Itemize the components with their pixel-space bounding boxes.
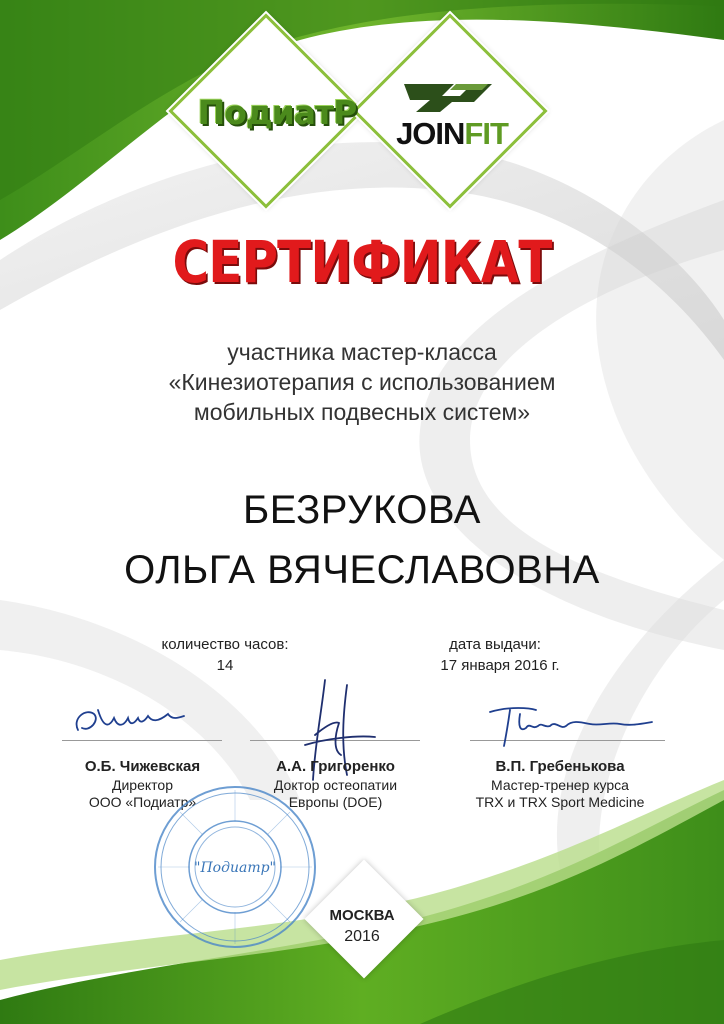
joinfit-join-text: JOIN: [396, 116, 465, 151]
signer-position-line-1: Директор: [112, 777, 173, 793]
signature-grebenkova: [480, 700, 660, 750]
signature-chizhevskaya: [68, 700, 188, 745]
subtitle-line-1: участника мастер-класса: [227, 339, 497, 365]
joinfit-logo: [382, 78, 522, 158]
issue-date-label: дата выдачи:: [449, 636, 541, 653]
recipient-name: [0, 480, 724, 600]
hours-value: 14: [216, 657, 234, 674]
certificate-subtitle: [0, 337, 724, 427]
issue-date-value: 17 января 2016 г.: [440, 657, 560, 674]
signer-grebenkova: [460, 758, 660, 811]
signer-position-line-1: Доктор остеопатии: [273, 777, 398, 793]
joinfit-fit-text: FIT: [464, 116, 508, 151]
hours-label: количество часов:: [161, 636, 289, 653]
footer-year: 2016: [344, 928, 380, 945]
signer-position-line-2: TRX и TRX Sport Medicine: [475, 794, 645, 810]
certificate-title: СЕРТИФИКАТ: [172, 228, 552, 296]
signer-position-line-2: Европы (DOE): [288, 794, 383, 810]
joinfit-wordmark: [382, 116, 522, 152]
recipient-last-name: БЕЗРУКОВА: [243, 488, 481, 532]
recipient-first-middle-name: ОЛЬГА ВЯЧЕСЛАВОВНА: [124, 548, 600, 592]
signer-name: А.А. Григоренко: [276, 758, 395, 775]
joinfit-mark-icon: [396, 78, 496, 114]
signer-position-line-1: Мастер-тренер курса: [491, 777, 629, 793]
signer-position-line-2: ООО «Подиатр»: [88, 794, 197, 810]
city-year-block: [300, 905, 424, 947]
signer-name: О.Б. Чижевская: [84, 758, 201, 775]
footer-city: МОСКВА: [329, 907, 395, 924]
subtitle-line-2: «Кинезиотерапия с использованием: [168, 369, 556, 395]
subtitle-line-3: мобильных подвесных систем»: [193, 399, 531, 425]
podiatr-logo: ПодиатР: [197, 92, 357, 132]
stamp-center-text: "Подиатр": [194, 860, 276, 876]
company-stamp: [150, 782, 320, 952]
signer-name: В.П. Гребенькова: [495, 758, 625, 775]
